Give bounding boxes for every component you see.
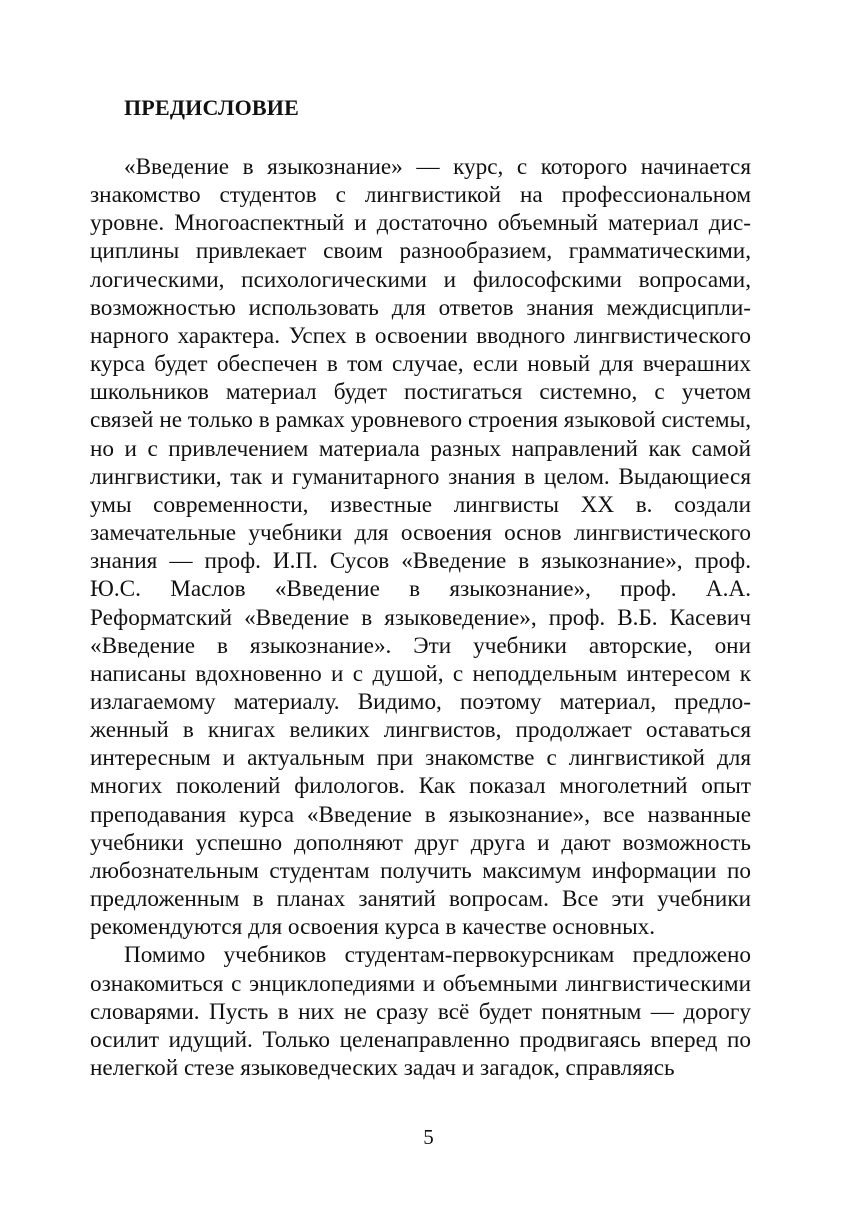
page-heading: ПРЕДИСЛОВИЕ	[124, 95, 299, 120]
body-text	[90, 153, 751, 1082]
page-number: 5	[423, 1125, 434, 1149]
paragraph-1: «Введение в языкознание» — курс, с которого начинается знакомство студентов с лингвистикой на профессиональном уровне. Многоаспектный и достаточно объемный материал дисциплины привлекает своим разнообразием, грамматическими, логическими, психологическими и философскими вопросами, возможностью использовать для ответов знания междисциплинарного характера. Успех в освоении вводного лингвистического курса будет обеспечен в том случае, если новый для вчерашних школьников материал будет постигаться системно, с учетом связей не только в рамках уровневого строения языковой системы, но и с привлечением материала разных направлений как самой лингвистики, так и гуманитарного знания в целом. Выдающиеся умы современности, известные лингвисты XX в. создали замечательные учебники для освоения основ лингвистического знания — проф. И.П. Сусов «Введение в языкознание», проф. Ю.С. Маслов «Введение в языкознание», проф. А.А. Реформатский «Введение в языковедение», проф. В.Б. Касевич «Введение в языкознание». Эти учебники авторские, они написаны вдохновенно и с душой, с неподдельным интересом к излагаемому материалу. Видимо, поэтому материал, предложенный в книгах великих лингвистов, продолжает оставаться интересным и актуальным при знакомстве с лингвистикой для многих поколений филологов. Как показал многолетний опыт преподавания курса «Введение в языкознание», все названные учебники успешно дополняют друг друга и дают возможность любознательным студентам получить максимум информации по предложенным в планах занятий вопросам. Все эти учебники рекомендуются для освоения курса в качестве основных.	[90, 154, 751, 941]
paragraph-2: Помимо учебников студентам-первокурсникам предложено ознакомиться с энциклопедиями и объемными лингвистическими словарями. Пусть в них не сразу всё будет понятным — дорогу осилит идущий. Только целенаправленно продвигаясь вперед по нелегкой стезе языковедческих задач и загадок, справляясь	[90, 942, 751, 1081]
